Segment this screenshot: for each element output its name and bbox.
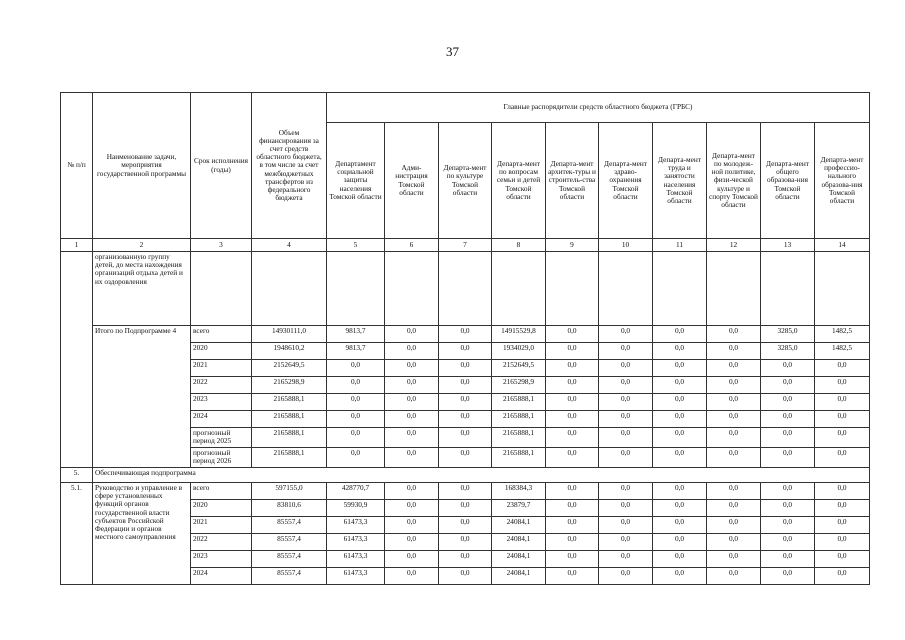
- item51-value: 0,0: [653, 551, 707, 568]
- item51-value: 0,0: [385, 534, 439, 551]
- subprogram4-value: 0,0: [385, 360, 439, 377]
- header-dept-9: Департа-мент общего образова-ния Томской области: [761, 123, 815, 239]
- column-number: 10: [599, 239, 653, 252]
- continued-name: организованную группу детей, до места нахождения организаций отдыха детей и их оздоровления: [93, 252, 191, 326]
- item51-value: 0,0: [439, 551, 492, 568]
- subprogram4-value: 0,0: [439, 377, 492, 394]
- header-no: № п/п: [61, 93, 93, 239]
- item51-value: 0,0: [439, 517, 492, 534]
- header-dept-6: Департа-мент здраво-охранения Томской области: [599, 123, 653, 239]
- subprogram4-value: 0,0: [327, 411, 385, 428]
- subprogram4-period: 2020: [191, 343, 252, 360]
- item51-value: 0,0: [815, 483, 870, 500]
- column-number: 8: [492, 239, 546, 252]
- subprogram4-value: 0,0: [707, 360, 761, 377]
- subprogram4-name: Итого по Подпрограмме 4: [93, 326, 191, 468]
- item51-value: 0,0: [546, 517, 599, 534]
- subprogram4-value: 0,0: [385, 343, 439, 360]
- column-number: 9: [546, 239, 599, 252]
- header-dept-3: Департа-мент по культуре Томской области: [439, 123, 492, 239]
- subprogram4-value: 1934029,0: [492, 343, 546, 360]
- column-number: 12: [707, 239, 761, 252]
- continued-row: [61, 252, 870, 326]
- subprogram4-value: 0,0: [599, 326, 653, 343]
- subprogram4-value: 0,0: [653, 326, 707, 343]
- subprogram4-value: 2165888,1: [492, 448, 546, 468]
- header-dept-4: Департа-мент по вопросам семьи и детей Томской области: [492, 123, 546, 239]
- subprogram4-period: 2023: [191, 394, 252, 411]
- item51-value: 0,0: [653, 534, 707, 551]
- item51-value: 0,0: [599, 483, 653, 500]
- subprogram4-value: 0,0: [707, 428, 761, 448]
- subprogram4-value: 0,0: [815, 360, 870, 377]
- subprogram4-value: 0,0: [815, 411, 870, 428]
- subprogram4-value: 2165888,1: [252, 411, 327, 428]
- subprogram4-value: 0,0: [761, 394, 815, 411]
- subprogram4-period: прогнозный период 2025: [191, 428, 252, 448]
- item51-value: 61473,3: [327, 534, 385, 551]
- subprogram4-value: 0,0: [546, 394, 599, 411]
- item51-value: 0,0: [761, 534, 815, 551]
- subprogram4-value: 0,0: [653, 394, 707, 411]
- subprogram4-value: 2165888,1: [492, 394, 546, 411]
- item51-value: 24084,1: [492, 534, 546, 551]
- column-number: 2: [93, 239, 191, 252]
- item51-value: 0,0: [599, 517, 653, 534]
- item51-value: 0,0: [707, 534, 761, 551]
- item51-value: 0,0: [707, 517, 761, 534]
- subprogram4-value: 0,0: [599, 448, 653, 468]
- header-period: Срок исполнения (годы): [191, 93, 252, 239]
- item51-value: 0,0: [815, 568, 870, 585]
- item51-value: 0,0: [385, 551, 439, 568]
- subprogram4-value: 2165888,1: [252, 394, 327, 411]
- subprogram4-value: 0,0: [653, 411, 707, 428]
- subprogram4-value: 0,0: [546, 360, 599, 377]
- header-dept-7: Департа-мент труда и занятости населения Томской области: [653, 123, 707, 239]
- subprogram4-value: 9813,7: [327, 326, 385, 343]
- item51-value: 59930,9: [327, 500, 385, 517]
- item51-value: 0,0: [707, 483, 761, 500]
- item51-value: 0,0: [653, 483, 707, 500]
- item51-value: 0,0: [546, 568, 599, 585]
- subprogram4-value: 0,0: [599, 428, 653, 448]
- header-dept-8: Департа-мент по молодеж-ной политике, физи-ческой культуре и спорту Томской области: [707, 123, 761, 239]
- subprogram4-value: 0,0: [761, 360, 815, 377]
- subprogram4-value: 0,0: [439, 326, 492, 343]
- item51-value: 0,0: [761, 568, 815, 585]
- item51-value: 0,0: [815, 517, 870, 534]
- subprogram4-value: 0,0: [385, 411, 439, 428]
- item51-period: 2020: [191, 500, 252, 517]
- subprogram4-value: 2165888,1: [252, 448, 327, 468]
- item51-value: 0,0: [599, 500, 653, 517]
- subprogram4-value: 0,0: [599, 343, 653, 360]
- item51-value: 23879,7: [492, 500, 546, 517]
- item51-period: всего: [191, 483, 252, 500]
- item51-value: 0,0: [385, 483, 439, 500]
- subprogram4-period: 2024: [191, 411, 252, 428]
- subprogram4-value: 0,0: [653, 377, 707, 394]
- subprogram4-value: 3285,0: [761, 343, 815, 360]
- funding-table: [60, 92, 870, 585]
- subprogram4-value: 0,0: [707, 326, 761, 343]
- subprogram4-value: 0,0: [385, 428, 439, 448]
- item51-value: 0,0: [439, 483, 492, 500]
- column-number: 3: [191, 239, 252, 252]
- item51-value: 83810,6: [252, 500, 327, 517]
- subprogram4-value: 0,0: [439, 360, 492, 377]
- item51-value: 0,0: [439, 500, 492, 517]
- item51-value: 0,0: [761, 551, 815, 568]
- subprogram4-value: 0,0: [815, 377, 870, 394]
- column-number: 7: [439, 239, 492, 252]
- subprogram4-period: всего: [191, 326, 252, 343]
- item51-value: 0,0: [815, 551, 870, 568]
- item51-period: 2022: [191, 534, 252, 551]
- item51-value: 0,0: [546, 500, 599, 517]
- subprogram4-value: 0,0: [546, 428, 599, 448]
- header-total: Объем финансирования за счет средств областного бюджета, в том числе за счет межбюджетных трансфертов из федерального бюджета: [252, 93, 327, 239]
- subprogram4-period: 2022: [191, 377, 252, 394]
- subprogram4-no: [61, 326, 93, 468]
- subprogram4-value: 1482,5: [815, 343, 870, 360]
- subprogram4-value: 0,0: [546, 411, 599, 428]
- subprogram4-value: 0,0: [546, 326, 599, 343]
- item51-value: 0,0: [599, 551, 653, 568]
- subprogram4-value: 0,0: [599, 377, 653, 394]
- subprogram4-value: 0,0: [653, 428, 707, 448]
- item51-value: 61473,3: [327, 551, 385, 568]
- item51-period: 2023: [191, 551, 252, 568]
- item51-value: 0,0: [653, 568, 707, 585]
- subprogram4-value: 2165298,9: [492, 377, 546, 394]
- subprogram4-value: 0,0: [815, 428, 870, 448]
- subprogram4-value: 0,0: [439, 343, 492, 360]
- subprogram4-value: 0,0: [707, 394, 761, 411]
- section-title: Обеспечивающая подпрограмма: [93, 468, 870, 483]
- subprogram4-value: 0,0: [761, 377, 815, 394]
- item51-period: 2024: [191, 568, 252, 585]
- subprogram4-period: 2021: [191, 360, 252, 377]
- subprogram4-value: 2152649,5: [492, 360, 546, 377]
- subprogram4-value: 0,0: [385, 394, 439, 411]
- item51-value: 428770,7: [327, 483, 385, 500]
- item51-value: 24084,1: [492, 551, 546, 568]
- item51-value: 24084,1: [492, 568, 546, 585]
- column-number: 4: [252, 239, 327, 252]
- page-number: 37: [446, 44, 459, 59]
- item51-value: 61473,3: [327, 568, 385, 585]
- subprogram4-value: 3285,0: [761, 326, 815, 343]
- item51-value: 0,0: [439, 534, 492, 551]
- subprogram4-value: 0,0: [653, 343, 707, 360]
- item51-value: 0,0: [653, 500, 707, 517]
- column-number: 6: [385, 239, 439, 252]
- subprogram4-value: 2165888,1: [252, 428, 327, 448]
- subprogram4-value: 0,0: [761, 411, 815, 428]
- item51-value: 85557,4: [252, 517, 327, 534]
- subprogram4-value: 9813,7: [327, 343, 385, 360]
- item51-value: 168384,3: [492, 483, 546, 500]
- subprogram4-value: 14930111,0: [252, 326, 327, 343]
- column-number: 5: [327, 239, 385, 252]
- header-dept-2: Адми-нистрация Томской области: [385, 123, 439, 239]
- column-number: 11: [653, 239, 707, 252]
- subprogram4-value: 2152649,5: [252, 360, 327, 377]
- subprogram4-value: 1482,5: [815, 326, 870, 343]
- section-row: [61, 468, 870, 483]
- item51-value: 0,0: [815, 534, 870, 551]
- subprogram4-value: 0,0: [707, 411, 761, 428]
- table-row: [61, 326, 870, 343]
- header-dept-1: Департамент социальной защиты населения Томской области: [327, 123, 385, 239]
- subprogram4-value: 2165888,1: [492, 428, 546, 448]
- subprogram4-value: 0,0: [653, 448, 707, 468]
- item51-no: 5.1.: [61, 483, 93, 585]
- item51-value: 0,0: [761, 500, 815, 517]
- subprogram4-value: 0,0: [546, 448, 599, 468]
- column-number: 14: [815, 239, 870, 252]
- item51-value: 0,0: [385, 500, 439, 517]
- item51-value: 597155,0: [252, 483, 327, 500]
- item51-value: 61473,3: [327, 517, 385, 534]
- item51-value: 0,0: [761, 483, 815, 500]
- subprogram4-value: 0,0: [439, 428, 492, 448]
- item51-value: 0,0: [439, 568, 492, 585]
- subprogram4-value: 0,0: [653, 360, 707, 377]
- subprogram4-value: 0,0: [385, 448, 439, 468]
- subprogram4-value: 2165888,1: [492, 411, 546, 428]
- item51-value: 0,0: [546, 551, 599, 568]
- item51-value: 0,0: [546, 534, 599, 551]
- subprogram4-value: 0,0: [327, 394, 385, 411]
- subprogram4-value: 1948610,2: [252, 343, 327, 360]
- subprogram4-period: прогнозный период 2026: [191, 448, 252, 468]
- header-dept-5: Департа-мент архитек-туры и строитель-ства Томской области: [546, 123, 599, 239]
- subprogram4-value: 0,0: [327, 377, 385, 394]
- subprogram4-value: 0,0: [439, 411, 492, 428]
- subprogram4-value: 14915529,8: [492, 326, 546, 343]
- header-name: Наименование задачи, мероприятия государственной программы: [93, 93, 191, 239]
- item51-value: 0,0: [385, 568, 439, 585]
- subprogram4-value: 0,0: [599, 360, 653, 377]
- header-dept-10: Департа-мент профессио-нального образова-ния Томской области: [815, 123, 870, 239]
- subprogram4-value: 2165298,9: [252, 377, 327, 394]
- item51-value: 85557,4: [252, 551, 327, 568]
- subprogram4-value: 0,0: [761, 448, 815, 468]
- subprogram4-value: 0,0: [707, 343, 761, 360]
- item51-value: 0,0: [761, 517, 815, 534]
- table-row: [61, 483, 870, 500]
- subprogram4-value: 0,0: [327, 428, 385, 448]
- subprogram4-value: 0,0: [385, 326, 439, 343]
- item51-value: 0,0: [546, 483, 599, 500]
- item51-value: 0,0: [815, 500, 870, 517]
- item51-value: 0,0: [707, 500, 761, 517]
- header-grbs-group: Главные распорядители средств областного бюджета (ГРБС): [327, 93, 870, 123]
- subprogram4-value: 0,0: [327, 360, 385, 377]
- subprogram4-value: 0,0: [546, 343, 599, 360]
- item51-value: 0,0: [707, 568, 761, 585]
- item51-value: 0,0: [599, 534, 653, 551]
- column-number: 13: [761, 239, 815, 252]
- item51-name: Руководство и управление в сфере установленных функций органов государственной власти субъектов Российской Федерации и органов местного самоуправления: [93, 483, 191, 585]
- item51-value: 0,0: [385, 517, 439, 534]
- item51-value: 85557,4: [252, 534, 327, 551]
- subprogram4-value: 0,0: [599, 411, 653, 428]
- item51-period: 2021: [191, 517, 252, 534]
- subprogram4-value: 0,0: [815, 448, 870, 468]
- subprogram4-value: 0,0: [327, 448, 385, 468]
- subprogram4-value: 0,0: [707, 377, 761, 394]
- subprogram4-value: 0,0: [707, 448, 761, 468]
- item51-value: 0,0: [707, 551, 761, 568]
- subprogram4-value: 0,0: [815, 394, 870, 411]
- item51-value: 0,0: [653, 517, 707, 534]
- subprogram4-value: 0,0: [599, 394, 653, 411]
- subprogram4-value: 0,0: [546, 377, 599, 394]
- item51-value: 0,0: [599, 568, 653, 585]
- item51-value: 85557,4: [252, 568, 327, 585]
- section-no: 5.: [61, 468, 93, 483]
- item51-value: 24084,1: [492, 517, 546, 534]
- column-number: 1: [61, 239, 93, 252]
- subprogram4-value: 0,0: [439, 394, 492, 411]
- subprogram4-value: 0,0: [761, 428, 815, 448]
- subprogram4-value: 0,0: [439, 448, 492, 468]
- subprogram4-value: 0,0: [385, 377, 439, 394]
